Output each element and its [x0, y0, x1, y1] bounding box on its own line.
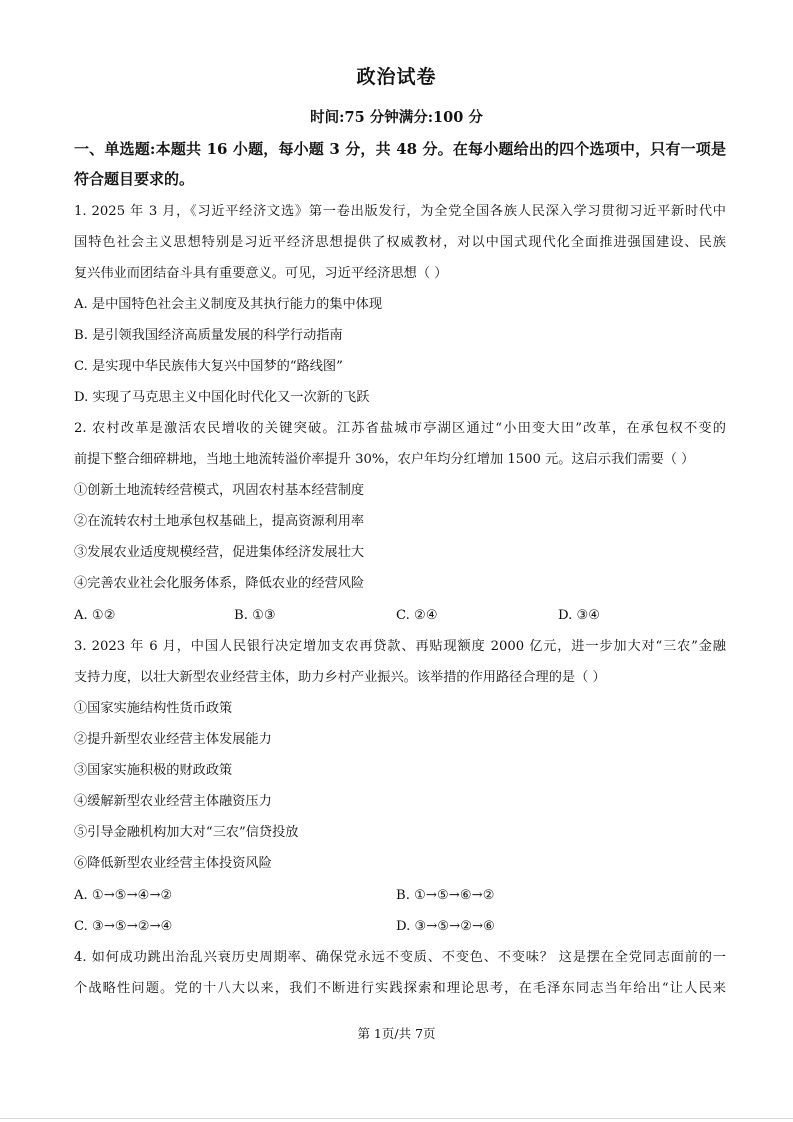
question-3-item: ③国家实施积极的财政政策	[74, 763, 233, 778]
question-3-item: ⑥降低新型农业经营主体投资风险	[74, 856, 272, 871]
question-3-item: ⑤引导金融机构加大对“三农”信贷投放	[74, 825, 299, 840]
page-number: 第 1页/共 7页	[357, 1026, 436, 1041]
question-2-option-a: A. ①②	[74, 608, 116, 623]
question-1-stem-line: 复兴伟业而团结奋斗具有重要意义。可见，习近平经济思想（ ）	[74, 266, 448, 281]
question-2-stem-line: 2. 农村改革是激活农民增收的关键突破。江苏省盐城市亭湖区通过“小田变大田”改革，在承包权不变的	[74, 421, 726, 436]
question-2-item: ②在流转农村土地承包权基础上，提高资源利用率	[74, 514, 365, 529]
section-heading: 一、单选题:本题共 16 小题，每小题 3 分，共 48 分。在每小题给出的四个选项中，只有一项是符合题目要求的。	[74, 140, 726, 188]
question-2-option-b: B. ①③	[234, 608, 276, 623]
question-3-stem-line: 3. 2023 年 6 月，中国人民银行决定增加支农再贷款、再贴现额度 2000 亿元，进一步加大对“三农”金融	[74, 639, 726, 654]
question-1-option-c: C. 是实现中华民族伟大复兴中国梦的“路线图”	[74, 359, 343, 374]
question-3-option-c: C. ③→⑤→②→④	[74, 919, 173, 934]
question-2-option-d: D. ③④	[558, 608, 601, 623]
question-1-option-a: A. 是中国特色社会主义制度及其执行能力的集中体现	[74, 297, 383, 312]
question-3-option-a: A. ①→⑤→④→②	[74, 888, 173, 903]
question-1-option-b: B. 是引领我国经济高质量发展的科学行动指南	[74, 328, 343, 343]
question-3-item: ②提升新型农业经营主体发展能力	[74, 732, 272, 747]
question-3-stem-line: 支持力度，以壮大新型农业经营主体，助力乡村产业振兴。该举措的作用路径合理的是（ ）	[74, 670, 606, 685]
question-4-stem-line: 4. 如何成功跳出治乱兴衰历史周期率、确保党永远不变质、不变色、不变味？ 这是摆在全党同志面前的一	[74, 950, 726, 965]
question-1-option-d: D. 实现了马克思主义中国化时代化又一次新的飞跃	[74, 390, 370, 405]
exam-info: 时间:75 分钟满分:100 分	[310, 109, 483, 126]
page-title: 政治试卷	[356, 66, 437, 88]
question-3-item: ①国家实施结构性货币政策	[74, 701, 233, 716]
question-1-stem-line: 国特色社会主义思想特别是习近平经济思想提供了权威教材，对以中国式现代化全面推进强国建设、民族	[74, 235, 726, 250]
question-2-item: ④完善农业社会化服务体系，降低农业的经营风险	[74, 576, 365, 591]
question-2-stem-line: 前提下整合细碎耕地，当地土地流转溢价率提升 30%，农户年均分红增加 1500 元。这启示我们需要（ ）	[74, 452, 695, 467]
question-2-item: ①创新土地流转经营模式，巩固农村基本经营制度	[74, 483, 365, 498]
page-bottom-rule	[0, 1118, 793, 1119]
question-1-stem-line: 1. 2025 年 3 月，《习近平经济文选》第一卷出版发行，为全党全国各族人民深入学习贯彻习近平新时代中	[74, 204, 726, 219]
question-2-option-c: C. ②④	[396, 608, 438, 623]
question-3-option-d: D. ③→⑤→②→⑥	[396, 919, 495, 934]
question-4-stem-line: 个战略性问题。党的十八大以来，我们不断进行实践探索和理论思考，在毛泽东同志当年给出“让人民来	[74, 981, 726, 996]
question-3-option-b: B. ①→⑤→⑥→②	[396, 888, 495, 903]
question-3-item: ④缓解新型农业经营主体融资压力	[74, 794, 272, 809]
question-2-item: ③发展农业适度规模经营，促进集体经济发展壮大	[74, 545, 365, 560]
